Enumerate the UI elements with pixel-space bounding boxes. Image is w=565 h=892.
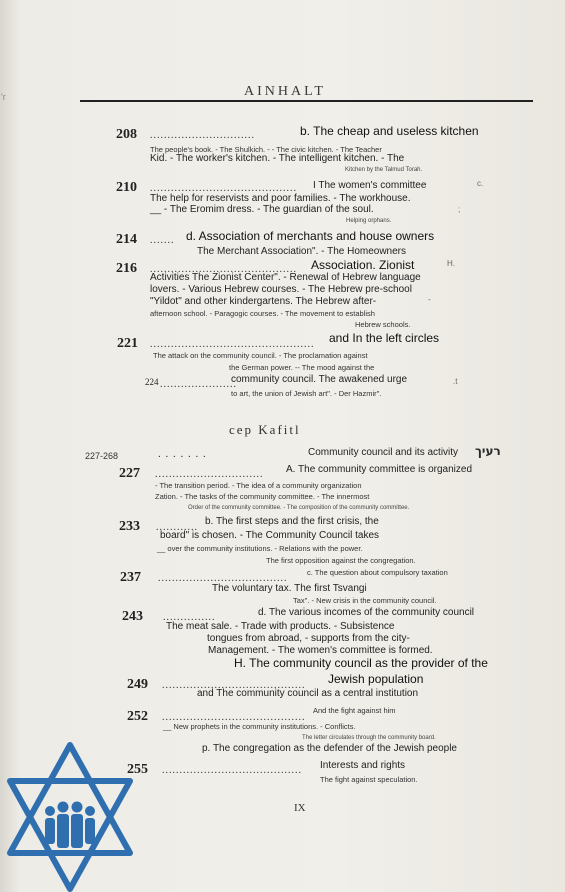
entry-text: lovers. - Various Hebrew courses. - The Hebrew pre-school (150, 284, 412, 295)
entry-page-number: 249 (127, 677, 148, 692)
entry-title: p. The congregation as the defender of the Jewish people (202, 743, 457, 754)
entry-leader-dots: ............................... (155, 469, 264, 480)
margin-mark: c. (477, 179, 484, 188)
entry-text: __ over the community institutions. - Relations with the power. (157, 544, 363, 553)
hebrew-label: רעיך (475, 444, 501, 458)
header-rule (80, 100, 533, 102)
margin-mark: H. (447, 259, 455, 268)
entry-text: __ New prophets in the community institutions. - Conflicts. (163, 722, 356, 731)
entry-text: The help for reservists and poor families. - The workhouse. (150, 193, 411, 204)
section-page-range: 227-268 (85, 451, 119, 461)
entry-text: afternoon school. - Paragogic courses. - The movement to establish (150, 309, 375, 318)
entry-text: Zation. - The tasks of the community committee. - The innermost (155, 492, 370, 501)
entry-leader-dots: ........................................ (162, 765, 302, 776)
entry-title: b. The first steps and the first crisis, the (205, 516, 379, 527)
entry-text: Kitchen by the Talmud Torah. (345, 167, 423, 173)
entry-text: Helping orphans. (346, 218, 392, 224)
entry-leader-dots: ............... (163, 612, 216, 623)
entry-leader-dots: ......................................... (162, 680, 306, 691)
entry-text: Management. - The women's committee is formed. (208, 645, 433, 656)
entry-text: tongues from abroad, - supports from the city- (207, 633, 410, 644)
entry-text: The Merchant Association". - The Homeowners (197, 246, 407, 257)
star-of-david-logo (0, 741, 140, 892)
entry-leader-dots: ..................................... (158, 573, 288, 584)
entry-text: The letter circulates through the community board. (302, 735, 436, 741)
section-heading: cep Kafitl (229, 422, 301, 437)
section-leader-dots: . . . . . . . (158, 448, 207, 460)
entry-text: and The community council as a central institution (197, 688, 419, 699)
entry-text: The attack on the community council. - The proclamation against (153, 351, 368, 360)
entry-page-number: 243 (122, 609, 143, 624)
entry-page-number: 221 (117, 336, 138, 351)
entry-title: I The women's committee (313, 180, 427, 191)
entry-text: "Yildot" and other kindergartens. The Hebrew after- (150, 296, 377, 307)
margin-mark: .t (453, 377, 458, 386)
page-number: IX (294, 802, 306, 814)
entry-title: b. The cheap and useless kitchen (300, 124, 479, 138)
entry-text: Jewish population (328, 672, 424, 686)
entry-page-number: 252 (127, 709, 148, 724)
entry-text: Interests and rights (320, 760, 406, 771)
entry-page-number: 255 (127, 762, 148, 777)
entry-text: board" is chosen. - The Community Council takes (160, 530, 380, 541)
entry-title: A. The community committee is organized (286, 464, 473, 475)
margin-mark: - (428, 295, 431, 304)
entry-text: Kid. - The worker's kitchen. - The intelligent kitchen. - The (150, 153, 405, 164)
entry-page-number: 214 (116, 232, 137, 247)
margin-mark: ; (458, 205, 461, 214)
entry-text: The fight against speculation. (320, 775, 418, 784)
entry-leader-dots: ............................................... (150, 339, 315, 350)
entry-page-number: 216 (116, 261, 137, 276)
entry-title: And the fight against him (313, 706, 396, 715)
entry-text: Order of the community committee. - The composition of the community committee. (188, 505, 410, 511)
entry-leader-dots: .............................. (150, 130, 255, 141)
entry-text: __ - The Eromim dress. - The guardian of the soul. (150, 204, 374, 215)
entry-page-number: 224 (145, 377, 159, 387)
entry-page-number: 227 (119, 466, 140, 481)
entry-leader-dots: ...................... (160, 379, 237, 390)
entry-leader-dots: ....... (150, 235, 175, 246)
entry-text: to art, the union of Jewish art". - Der Hazmir". (231, 389, 382, 398)
entry-leader-dots: ......................................... (162, 712, 306, 723)
entry-page-number: 210 (116, 180, 137, 195)
entry-text: the German power. -- The mood against the (229, 363, 375, 372)
entry-text: Hebrew schools. (355, 320, 411, 329)
entry-title: and In the left circles (329, 331, 440, 345)
entry-text: The people's book. - The Shulkich. - - The civic kitchen. - The Teacher (150, 145, 382, 154)
scan-mark: 'r (1, 92, 6, 102)
entry-page-number: 237 (120, 570, 141, 585)
entry-title: H. The community council as the provider of the (234, 656, 488, 670)
page-header: AINHALT (244, 84, 326, 99)
entry-title: d. Association of merchants and house owners (186, 229, 435, 243)
entry-text: The voluntary tax. The first Tsvangi (212, 583, 367, 594)
entry-text: The meat sale. - Trade with products. - Subsistence (166, 621, 395, 632)
entry-leader-dots: .......................................... (150, 183, 297, 194)
entry-text: The first opposition against the congregation. (266, 556, 416, 565)
entry-text: Tax". - New crisis in the community council. (293, 596, 437, 605)
entry-title: Association. Zionist (311, 258, 415, 272)
entry-leader-dots: ............ (156, 522, 198, 533)
section-title: Community council and its activity (308, 447, 459, 458)
entry-title: d. The various incomes of the community council (258, 607, 475, 618)
entry-text: - The transition period. - The idea of a community organization (155, 481, 362, 490)
entry-text: community council. The awakened urge (231, 374, 408, 385)
entry-page-number: 233 (119, 519, 140, 534)
entry-page-number: 208 (116, 127, 137, 142)
entry-title: c. The question about compulsory taxation (307, 568, 448, 577)
entry-leader-dots: .......................................... (150, 264, 297, 275)
entry-text: Activities The Zionist Center". - Renewal of Hebrew language (150, 272, 421, 283)
